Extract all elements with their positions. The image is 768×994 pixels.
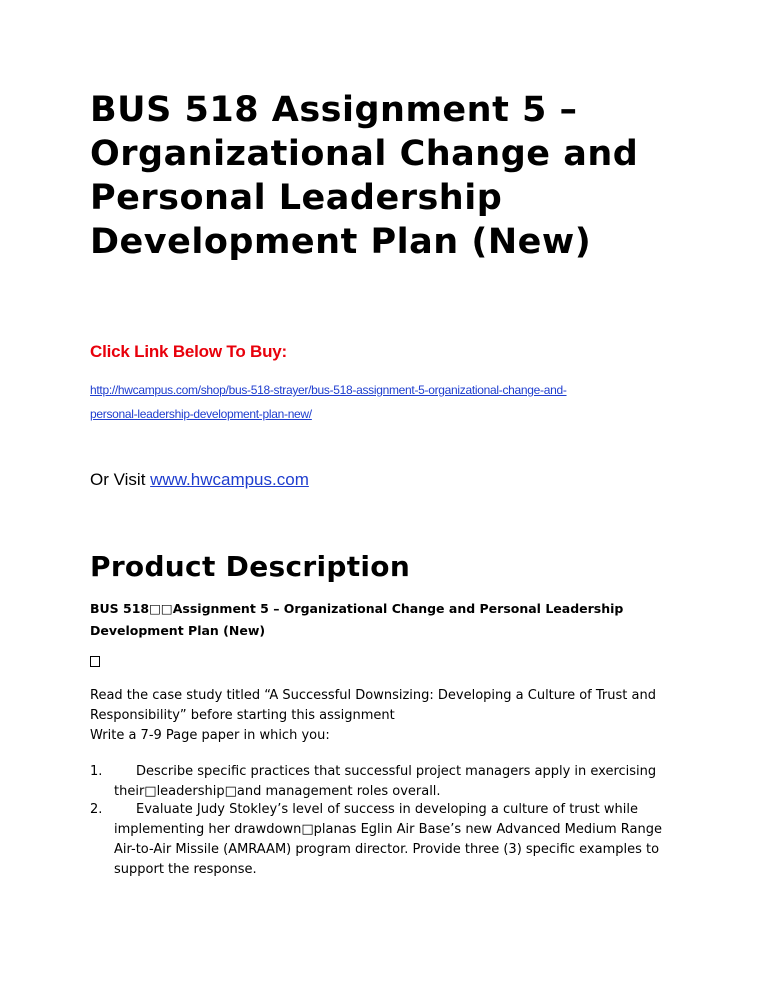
list-item-number: 1. bbox=[90, 764, 103, 779]
intro-line-3: Write a 7-9 Page paper in which you: bbox=[90, 728, 330, 743]
list-item bbox=[90, 762, 710, 802]
document-title: BUS 518 Assignment 5 – Organizational Change and Personal Leadership Development Plan (New) bbox=[90, 90, 639, 262]
buy-link[interactable] bbox=[90, 378, 690, 426]
placeholder-box-icon bbox=[90, 656, 100, 667]
intro-paragraph bbox=[90, 686, 710, 746]
list-item-line: their□leadership□and management roles overall. bbox=[114, 784, 441, 799]
list-item-number: 2. bbox=[90, 802, 103, 817]
list-item-line: support the response. bbox=[114, 862, 257, 877]
list-item-line: implementing her drawdown□planas Eglin Air Base’s new Advanced Medium Range bbox=[114, 822, 662, 837]
buy-link-line-1[interactable]: http://hwcampus.com/shop/bus-518-strayer/bus-518-assignment-5-organizational-change-and- bbox=[90, 383, 567, 397]
product-subtitle-line-2: Development Plan (New) bbox=[90, 623, 266, 638]
product-description-heading: Product Description bbox=[90, 550, 411, 583]
buy-link-line-2[interactable]: personal-leadership-development-plan-new/ bbox=[90, 407, 312, 421]
site-link[interactable]: www.hwcampus.com bbox=[150, 470, 309, 489]
list-item-line: Evaluate Judy Stokley’s level of success in developing a culture of trust while bbox=[136, 802, 638, 817]
intro-line-2: Responsibility” before starting this assignment bbox=[90, 708, 395, 723]
list-item-line: Air-to-Air Missile (AMRAAM) program director. Provide three (3) specific examples to bbox=[114, 842, 660, 857]
visit-line bbox=[90, 470, 309, 490]
visit-prefix: Or Visit bbox=[90, 470, 151, 489]
list-item bbox=[90, 800, 710, 880]
product-subtitle bbox=[90, 598, 690, 642]
intro-line-1: Read the case study titled “A Successful Downsizing: Developing a Culture of Trust and bbox=[90, 688, 656, 703]
list-item-line: Describe specific practices that successful project managers apply in exercising bbox=[136, 764, 657, 779]
product-subtitle-line-1: BUS 518□□Assignment 5 – Organizational Change and Personal Leadership bbox=[90, 601, 624, 616]
buy-call-to-action: Click Link Below To Buy: bbox=[90, 342, 288, 361]
